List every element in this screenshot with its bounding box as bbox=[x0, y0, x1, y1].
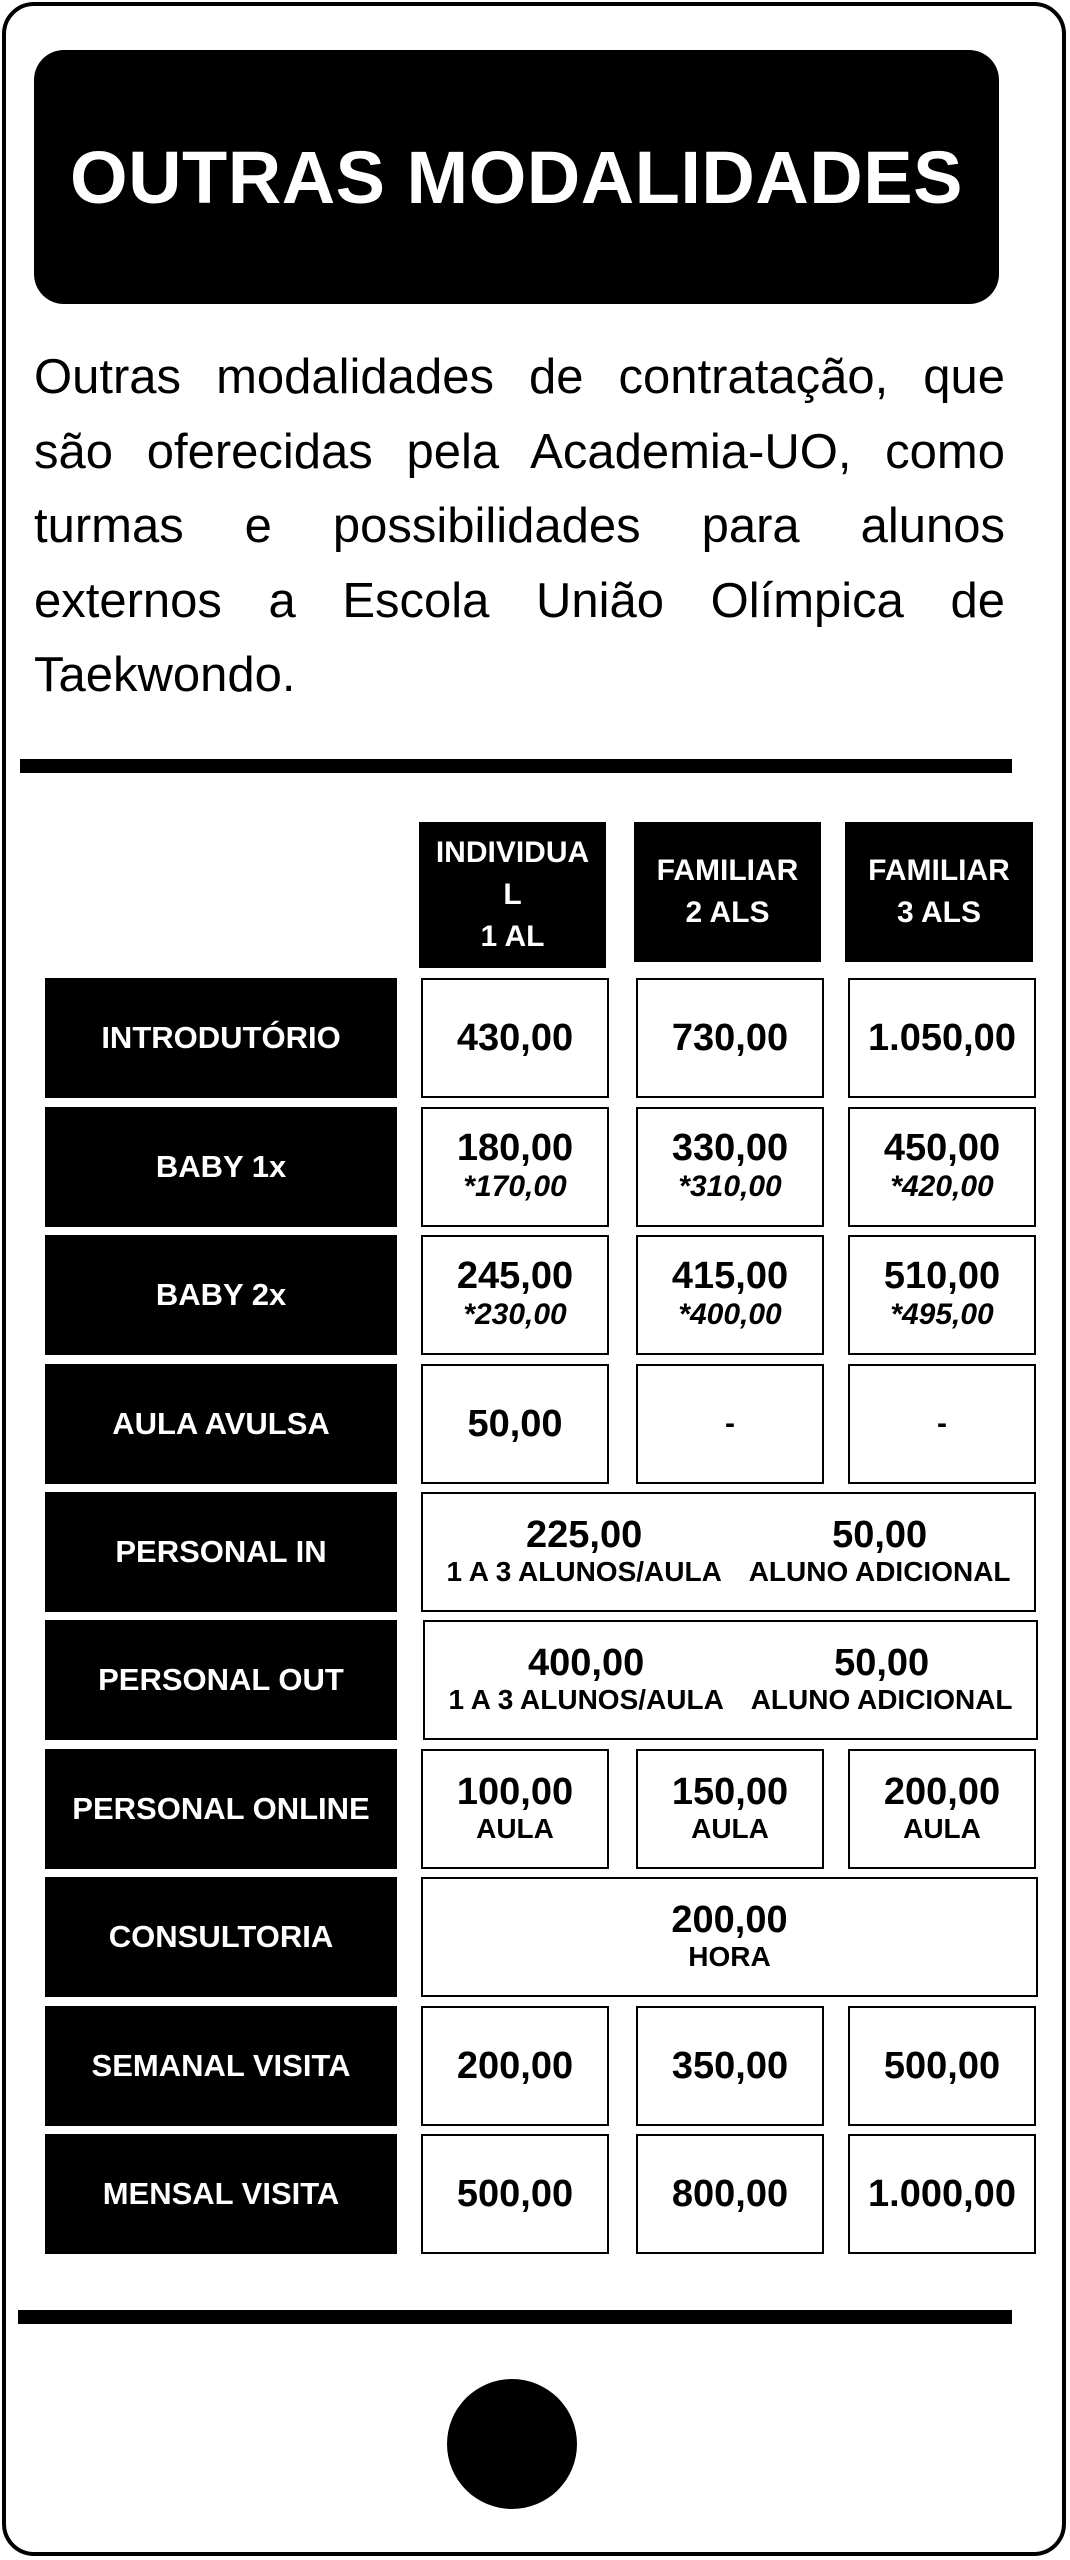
title-banner bbox=[34, 50, 999, 304]
price-cell: - bbox=[636, 1364, 824, 1484]
row-label-baby-1x: BABY 1x bbox=[45, 1107, 397, 1227]
price-cell: 200,00 AULA bbox=[848, 1749, 1036, 1869]
price-cell: 150,00 AULA bbox=[636, 1749, 824, 1869]
row-label-mensal-visita: MENSAL VISITA bbox=[45, 2134, 397, 2254]
top-divider bbox=[20, 759, 1012, 773]
price-cell: 730,00 bbox=[636, 978, 824, 1098]
price-cell: - bbox=[848, 1364, 1036, 1484]
price-cell: 500,00 bbox=[848, 2006, 1036, 2126]
price-cell: 200,00 bbox=[421, 2006, 609, 2126]
row-label-introdutorio: INTRODUTÓRIO bbox=[45, 978, 397, 1098]
page-title: OUTRAS MODALIDADES bbox=[70, 135, 963, 219]
column-header-familiar-3: FAMILIAR 3 ALS bbox=[845, 822, 1033, 962]
row-label-personal-in: PERSONAL IN bbox=[45, 1492, 397, 1612]
price-cell: 510,00 *495,00 bbox=[848, 1235, 1036, 1355]
merged-price-cell: 400,00 1 A 3 ALUNOS/AULA 50,00 ALUNO ADICIONAL bbox=[423, 1620, 1038, 1740]
price-cell: 50,00 bbox=[421, 1364, 609, 1484]
price-cell: 350,00 bbox=[636, 2006, 824, 2126]
price-cell: 1.050,00 bbox=[848, 978, 1036, 1098]
description-text: Outras modalidades de contratação, que são oferecidas pela Academia-UO, como turmas e possibilidades para alunos externos a Escola União Olímpica de Taekwondo. bbox=[34, 350, 1005, 702]
row-label-baby-2x: BABY 2x bbox=[45, 1235, 397, 1355]
row-label-aula-avulsa: AULA AVULSA bbox=[45, 1364, 397, 1484]
price-cell: 100,00 AULA bbox=[421, 1749, 609, 1869]
merged-price-cell: 225,00 1 A 3 ALUNOS/AULA 50,00 ALUNO ADICIONAL bbox=[421, 1492, 1036, 1612]
row-label-personal-online: PERSONAL ONLINE bbox=[45, 1749, 397, 1869]
row-label-personal-out: PERSONAL OUT bbox=[45, 1620, 397, 1740]
price-cell: 800,00 bbox=[636, 2134, 824, 2254]
merged-price-cell: 200,00 HORA bbox=[421, 1877, 1038, 1997]
column-header-familiar-2: FAMILIAR 2 ALS bbox=[634, 822, 821, 962]
price-cell: 430,00 bbox=[421, 978, 609, 1098]
price-cell: 415,00 *400,00 bbox=[636, 1235, 824, 1355]
bottom-divider bbox=[18, 2310, 1012, 2324]
price-cell: 1.000,00 bbox=[848, 2134, 1036, 2254]
row-label-semanal-visita: SEMANAL VISITA bbox=[45, 2006, 397, 2126]
column-header-individual: INDIVIDUA L 1 AL bbox=[419, 822, 606, 968]
price-cell: 330,00 *310,00 bbox=[636, 1107, 824, 1227]
price-cell: 500,00 bbox=[421, 2134, 609, 2254]
price-cell: 245,00 *230,00 bbox=[421, 1235, 609, 1355]
home-button[interactable] bbox=[447, 2379, 577, 2509]
price-cell: 180,00 *170,00 bbox=[421, 1107, 609, 1227]
price-cell: 450,00 *420,00 bbox=[848, 1107, 1036, 1227]
row-label-consultoria: CONSULTORIA bbox=[45, 1877, 397, 1997]
